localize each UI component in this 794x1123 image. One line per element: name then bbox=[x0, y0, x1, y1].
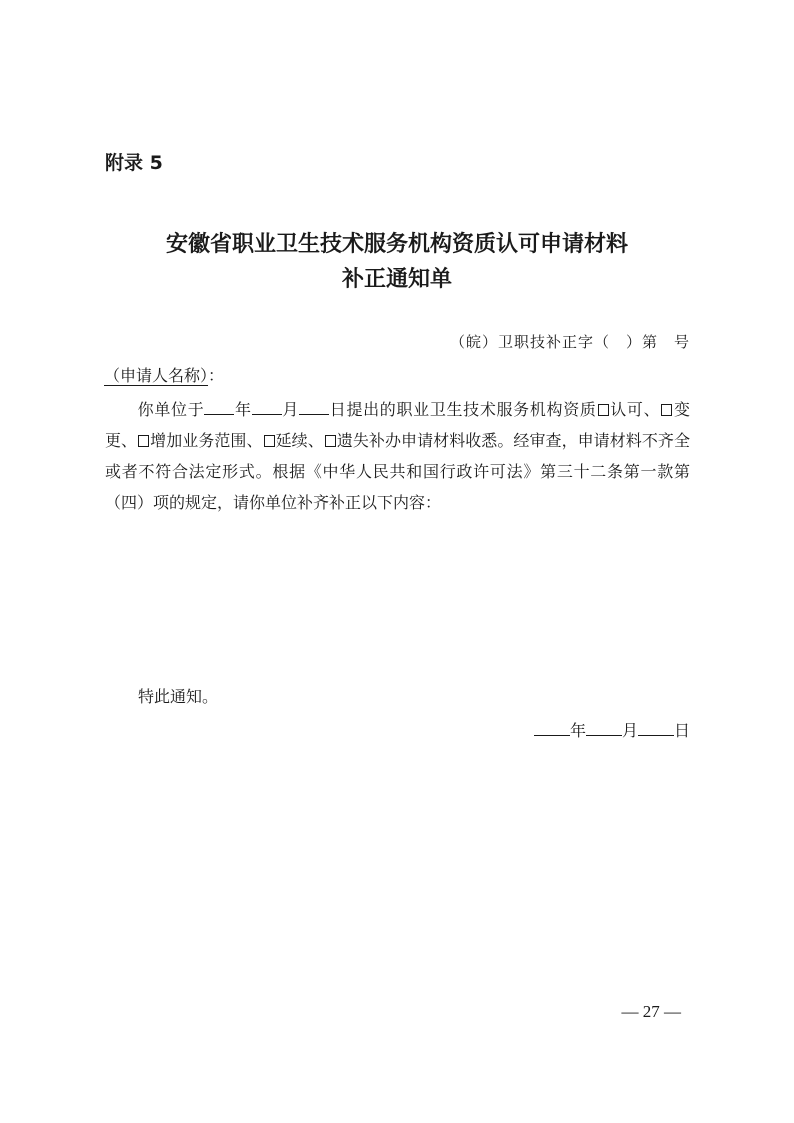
date-month-blank bbox=[586, 721, 622, 736]
month-blank bbox=[252, 400, 282, 415]
document-title-line1: 安徽省职业卫生技术服务机构资质认可申请材料 bbox=[165, 232, 628, 257]
year-blank bbox=[204, 400, 234, 415]
document-title-line2: 补正通知单 bbox=[341, 267, 452, 292]
date-year-blank bbox=[534, 721, 570, 736]
body-text: 日提出的职业卫生技术服务机构资质 bbox=[329, 400, 597, 419]
addressee bbox=[104, 363, 224, 386]
checkbox-approval bbox=[598, 404, 609, 416]
option-approval: 认可、 bbox=[609, 400, 661, 419]
body-text: 你单位于 bbox=[137, 400, 205, 419]
checkbox-scope bbox=[138, 435, 149, 447]
checkbox-lost bbox=[325, 435, 336, 447]
checkbox-extend bbox=[264, 435, 275, 447]
appendix-label: 附录 5 bbox=[105, 152, 163, 174]
date-day-blank bbox=[638, 721, 674, 736]
page-number: — 27 — bbox=[621, 1002, 681, 1021]
notice-body bbox=[105, 394, 690, 518]
option-change: 变更、 bbox=[105, 400, 690, 450]
month-label: 月 bbox=[281, 400, 300, 419]
date-day-label: 日 bbox=[673, 721, 690, 740]
closing-remark: 特此通知。 bbox=[138, 687, 219, 706]
date-year-label: 年 bbox=[569, 721, 586, 740]
document-number: （皖）卫职技补正字（ ）第 号 bbox=[449, 333, 690, 351]
option-lost-and-body: 遗失补办申请材料收悉。经审查，申请材料不齐全或者不符合法定形式。根据《中华人民共和国行政许可法》第三十二条第一款第（四）项的规定，请你单位补齐补正以下内容： bbox=[105, 431, 690, 512]
addressee-colon: ： bbox=[208, 366, 225, 385]
applicant-name-placeholder: （申请人名称） bbox=[104, 366, 209, 385]
option-scope: 增加业务范围、 bbox=[150, 431, 263, 450]
date-month-label: 月 bbox=[621, 721, 638, 740]
option-extend: 延续、 bbox=[275, 431, 324, 450]
date-line bbox=[534, 718, 690, 741]
year-label: 年 bbox=[234, 400, 252, 419]
checkbox-change bbox=[661, 404, 672, 416]
day-blank bbox=[299, 400, 329, 415]
